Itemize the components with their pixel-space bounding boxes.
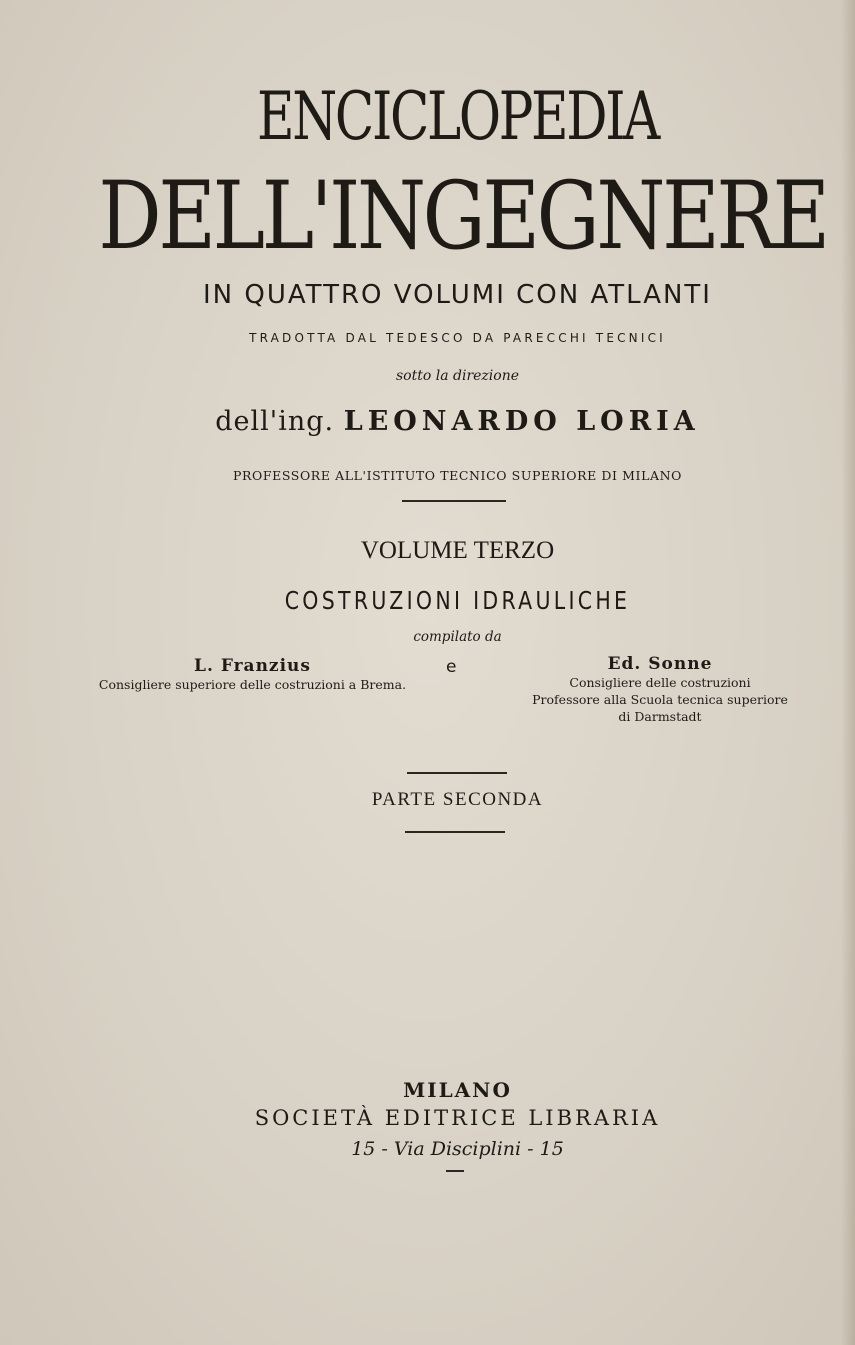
author-right bbox=[525, 654, 795, 725]
series-title-line1: ENCICLOPEDIA bbox=[256, 78, 659, 155]
author-left-name: L. Franzius bbox=[194, 656, 311, 676]
translation-note: TRADOTTA DAL TEDESCO DA PARECCHI TECNICI bbox=[249, 331, 666, 345]
imprint-publisher: SOCIETÀ EDITRICE LIBRARIA bbox=[254, 1106, 661, 1130]
divider-rule-lower bbox=[405, 831, 505, 833]
author-left bbox=[90, 656, 415, 693]
editor-prefix: dell'ing. bbox=[215, 406, 335, 437]
part-label: PARTE SECONDA bbox=[371, 789, 544, 810]
editor-line bbox=[30, 406, 855, 437]
author-right-name: Ed. Sonne bbox=[607, 654, 713, 674]
editor-title: PROFESSORE ALL'ISTITUTO TECNICO SUPERIORE DI MILANO bbox=[232, 468, 682, 483]
author-conjunction: e bbox=[446, 657, 457, 677]
author-right-role-1: Consigliere delle costruzioni bbox=[569, 675, 751, 690]
editor-name: LEONARDO LORIA bbox=[343, 406, 700, 437]
subtitle: IN QUATTRO VOLUMI CON ATLANTI bbox=[203, 280, 712, 310]
volume-subject: COSTRUZIONI IDRAULICHE bbox=[284, 586, 631, 615]
volume-label: VOLUME TERZO bbox=[360, 537, 555, 564]
author-left-role: Consigliere superiore delle costruzioni a Brema. bbox=[98, 677, 407, 692]
imprint-address: 15 - Via Disciplini - 15 bbox=[351, 1138, 564, 1160]
divider-rule-upper bbox=[407, 772, 507, 774]
series-title-line2: DELL'INGEGNERE bbox=[98, 162, 827, 271]
author-right-role-2: Professore alla Scuola tecnica superiore bbox=[532, 692, 788, 707]
imprint-city: MILANO bbox=[403, 1078, 512, 1102]
direction-note: sotto la direzione bbox=[395, 368, 520, 384]
divider-rule bbox=[402, 500, 506, 502]
imprint-dash bbox=[446, 1170, 464, 1172]
compiled-by: compilato da bbox=[413, 629, 502, 645]
author-right-role-3: di Darmstadt bbox=[618, 709, 702, 724]
